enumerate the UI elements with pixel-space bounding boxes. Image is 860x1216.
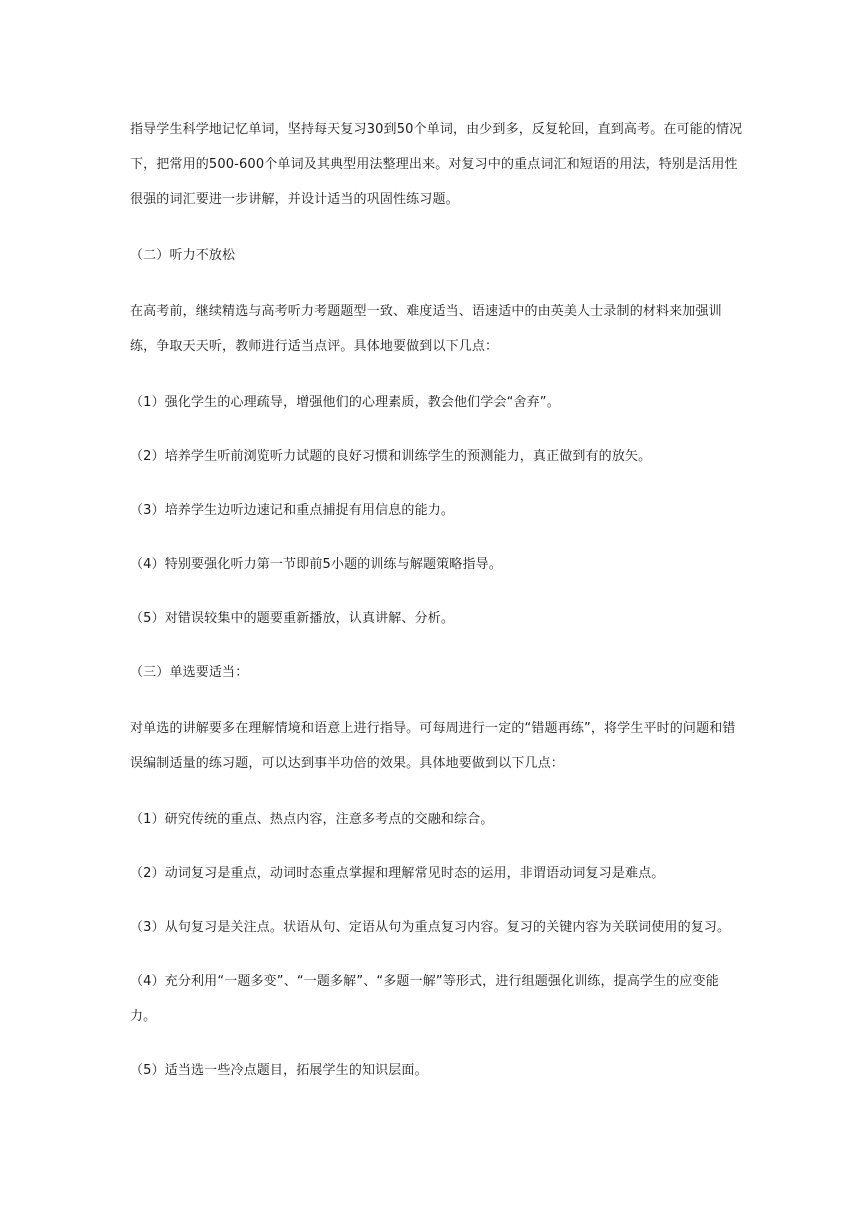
paragraph-vocabulary-review: 指导学生科学地记忆单词，坚持每天复习30到50个单词，由少到多，反复轮回，直到高考。在可能的情况下，把常用的500-600个单词及其典型用法整理出来。对复习中的重点词汇和短语的用法，特别是活用性很强的词汇要进一步讲解，并设计适当的巩固性练习题。 bbox=[130, 122, 743, 207]
document-body bbox=[130, 112, 745, 1107]
listening-point-1: （1）强化学生的心理疏导，增强他们的心理素质，教会他们学会“舍弃”。 bbox=[130, 395, 560, 410]
single-choice-point-1: （1）研究传统的重点、热点内容，注意多考点的交融和综合。 bbox=[130, 812, 494, 827]
listening-point-5: （5）对错误较集中的题要重新播放，认真讲解、分析。 bbox=[130, 611, 455, 626]
listening-point-4: （4）特别要强化听力第一节即前5小题的训练与解题策略指导。 bbox=[130, 557, 502, 572]
section-heading-single-choice: （三）单选要适当： bbox=[130, 665, 249, 680]
section-heading-listening: （二）听力不放松 bbox=[130, 248, 236, 263]
single-choice-point-4: （4）充分利用“一题多变”、“一题多解”、“多题一解”等形式，进行组题强化训练，提高学生的应变能力。 bbox=[130, 974, 719, 1024]
listening-point-3: （3）培养学生边听边速记和重点捕捉有用信息的能力。 bbox=[130, 503, 455, 518]
single-choice-point-3: （3）从句复习是关注点。状语从句、定语从句为重点复习内容。复习的关键内容为关联词使用的复习。 bbox=[130, 920, 731, 935]
paragraph-listening-intro: 在高考前，继续精选与高考听力考题题型一致、难度适当、语速适中的由英美人士录制的材料来加强训练，争取天天听，教师进行适当点评。具体地要做到以下几点： bbox=[130, 304, 722, 354]
single-choice-point-2: （2）动词复习是重点，动词时态重点掌握和理解常见时态的运用，非谓语动词复习是难点。 bbox=[130, 866, 665, 881]
paragraph-single-choice-intro: 对单选的讲解要多在理解情境和语意上进行指导。可每周进行一定的“错题再练”，将学生平时的问题和错误编制适量的练习题，可以达到事半功倍的效果。具体地要做到以下几点： bbox=[130, 721, 736, 771]
listening-point-2: （2）培养学生听前浏览听力试题的良好习惯和训练学生的预测能力，真正做到有的放矢。 bbox=[130, 449, 652, 464]
single-choice-point-5: （5）适当选一些冷点题目，拓展学生的知识层面。 bbox=[130, 1063, 428, 1078]
